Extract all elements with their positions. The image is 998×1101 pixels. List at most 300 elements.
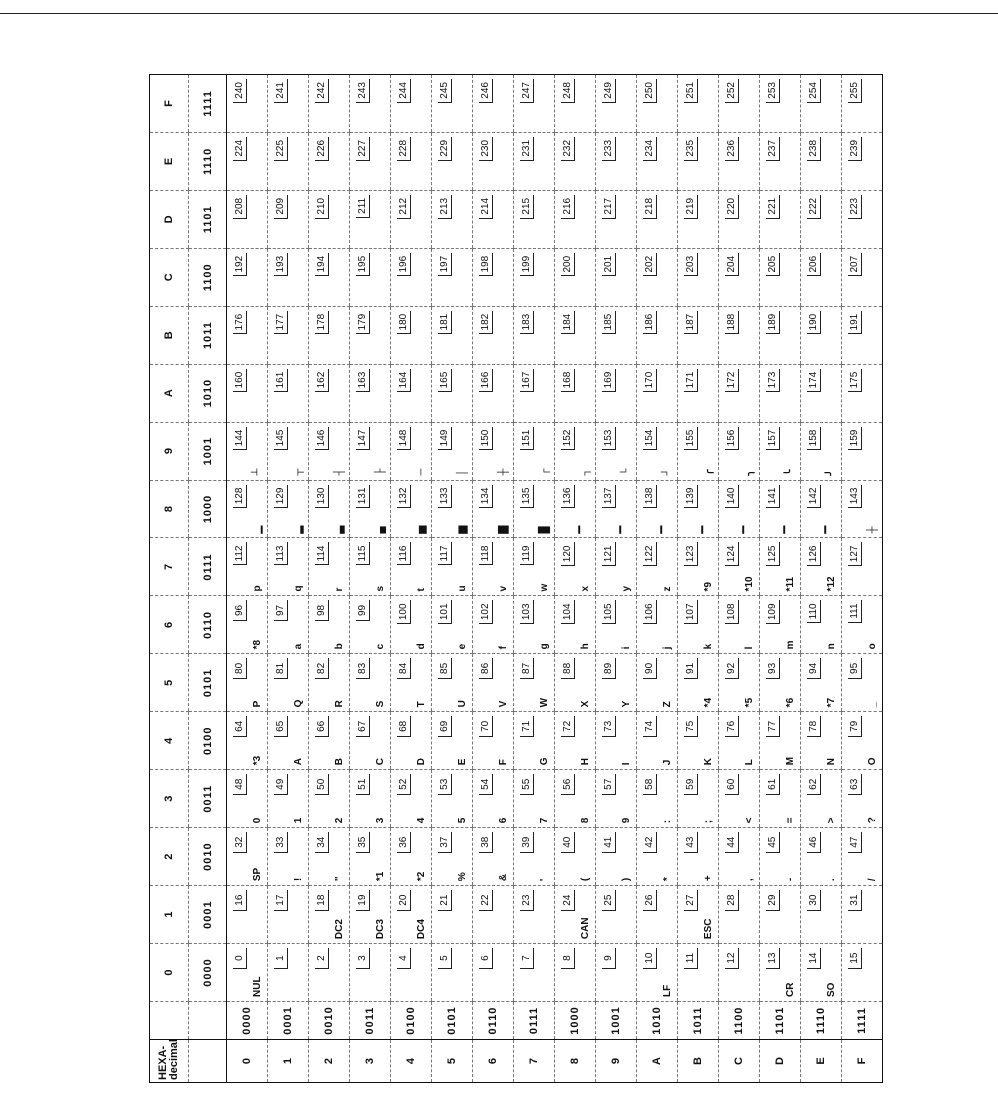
code-cell (227, 306, 268, 364)
decimal-code: 249 (602, 79, 616, 103)
char-symbol: q (293, 585, 304, 592)
code-cell (227, 248, 268, 306)
code-cell (473, 944, 514, 1002)
decimal-code: 224 (233, 137, 247, 161)
col-hex-header: 7 (150, 538, 189, 596)
decimal-code: 100 (397, 600, 411, 624)
char-symbol: e (457, 643, 468, 650)
decimal-code: 110 (807, 600, 821, 623)
decimal-code: 91 (684, 658, 698, 679)
col-hex-header: D (150, 190, 189, 248)
char-symbol: s (375, 585, 386, 592)
char-symbol: ╭ (703, 469, 714, 476)
decimal-code: 101 (438, 600, 452, 624)
decimal-code: 70 (479, 716, 493, 737)
decimal-code: 199 (520, 253, 534, 277)
code-cell (678, 712, 719, 770)
decimal-code: 169 (602, 369, 616, 393)
decimal-code: 30 (807, 890, 821, 911)
code-cell (268, 654, 309, 712)
decimal-code: 190 (807, 311, 821, 335)
char-symbol: = (785, 817, 796, 824)
decimal-code: 232 (561, 137, 575, 161)
code-cell (432, 75, 473, 133)
decimal-code: 222 (807, 195, 821, 219)
decimal-code: 104 (561, 600, 575, 624)
code-cell (555, 480, 596, 538)
decimal-code: 8 (561, 948, 575, 969)
decimal-code: 189 (766, 311, 780, 335)
char-symbol: *10 (744, 576, 755, 592)
char-symbol: * (662, 877, 673, 882)
row-bin-label: 0001 (268, 1002, 309, 1040)
decimal-code: 197 (438, 253, 452, 277)
row-hex-label: 7 (514, 1040, 555, 1083)
decimal-code: 214 (479, 195, 493, 219)
row-bin-label: 0100 (391, 1002, 432, 1040)
code-cell (719, 480, 760, 538)
table-row (309, 75, 350, 1083)
code-cell (227, 75, 268, 133)
code-cell (391, 828, 432, 886)
char-symbol: / (867, 878, 878, 882)
code-cell (350, 364, 391, 422)
code-cell (391, 480, 432, 538)
decimal-code: 217 (602, 195, 616, 219)
code-cell (719, 886, 760, 944)
char-symbol: k (703, 643, 714, 650)
decimal-code: 48 (233, 774, 247, 795)
decimal-code: 185 (602, 311, 616, 335)
code-cell (719, 132, 760, 190)
decimal-code: 47 (848, 832, 862, 853)
decimal-code: 84 (397, 658, 411, 679)
decimal-code: 126 (807, 543, 821, 567)
decimal-code: 215 (520, 195, 534, 219)
decimal-code: 95 (848, 658, 862, 679)
code-cell (760, 364, 801, 422)
code-cell (637, 306, 678, 364)
char-symbol: X (580, 700, 591, 708)
code-cell (309, 75, 350, 133)
decimal-code: 12 (725, 948, 739, 969)
code-cell (432, 712, 473, 770)
code-cell (473, 712, 514, 770)
char-symbol: , (744, 878, 755, 882)
decimal-code: 163 (356, 369, 370, 393)
table-row (555, 75, 596, 1083)
code-cell (842, 770, 883, 828)
code-cell (309, 828, 350, 886)
code-cell (350, 132, 391, 190)
decimal-code: 160 (233, 369, 247, 393)
code-cell (350, 654, 391, 712)
char-symbol: *7 (826, 697, 837, 708)
code-cell (719, 306, 760, 364)
code-cell (432, 190, 473, 248)
decimal-code: 220 (725, 195, 739, 219)
decimal-code: 240 (233, 79, 247, 103)
char-symbol: *1 (375, 871, 386, 882)
decimal-code: 39 (520, 832, 534, 853)
table-row (350, 75, 391, 1083)
decimal-code: 140 (725, 485, 739, 509)
decimal-code: 153 (602, 427, 616, 451)
code-cell (268, 712, 309, 770)
row-hex-label: A (637, 1040, 678, 1083)
char-symbol: T (416, 701, 427, 708)
code-cell (473, 75, 514, 133)
code-cell (555, 422, 596, 480)
code-cell (227, 770, 268, 828)
char-symbol: ┤ (334, 468, 345, 476)
row-bin-label: 0111 (514, 1002, 555, 1040)
decimal-code: 1 (274, 948, 288, 969)
decimal-code: 216 (561, 195, 575, 219)
code-cell (555, 654, 596, 712)
code-cell (473, 886, 514, 944)
code-cell (555, 944, 596, 1002)
code-cell (719, 944, 760, 1002)
char-symbol: v (498, 585, 509, 592)
char-symbol: 0 (252, 817, 263, 824)
code-cell (268, 944, 309, 1002)
decimal-code: 37 (438, 832, 452, 853)
code-cell (227, 364, 268, 422)
code-cell (760, 190, 801, 248)
table-row (678, 75, 719, 1083)
char-symbol: h (580, 643, 591, 650)
decimal-code: 174 (807, 369, 821, 393)
char-symbol: 6 (498, 817, 509, 824)
code-cell (350, 75, 391, 133)
char-symbol: & (498, 873, 509, 882)
char-symbol: b (334, 643, 345, 650)
col-bin-header: 0011 (189, 770, 227, 828)
decimal-code: 82 (315, 658, 329, 679)
char-symbol: NUL (252, 976, 263, 997)
decimal-code: 85 (438, 658, 452, 679)
decimal-code: 50 (315, 774, 329, 795)
decimal-code: 204 (725, 253, 739, 277)
code-cell (227, 828, 268, 886)
char-symbol: ▔ (621, 525, 632, 534)
decimal-code: 34 (315, 832, 329, 853)
decimal-code: 250 (643, 79, 657, 103)
table-row (801, 75, 842, 1083)
code-cell (801, 886, 842, 944)
char-symbol: ? (867, 817, 878, 824)
decimal-code: 114 (315, 543, 329, 566)
col-bin-header: 0100 (189, 712, 227, 770)
char-symbol: ▆ (457, 525, 468, 534)
decimal-code: 59 (684, 774, 698, 795)
decimal-code: 123 (684, 543, 698, 567)
code-cell (309, 596, 350, 654)
code-cell (842, 364, 883, 422)
char-symbol: ┐ (580, 468, 591, 476)
code-cell (678, 190, 719, 248)
decimal-code: 3 (356, 948, 370, 969)
decimal-code: 74 (643, 716, 657, 737)
code-cell (391, 190, 432, 248)
decimal-code: 150 (479, 427, 493, 451)
char-symbol: ┼ (867, 526, 878, 534)
code-cell (514, 190, 555, 248)
corner-blank (150, 1002, 189, 1040)
code-cell (514, 538, 555, 596)
char-symbol: DC2 (334, 919, 345, 940)
row-hex-label: D (760, 1040, 801, 1083)
code-cell (514, 422, 555, 480)
decimal-code: 195 (356, 253, 370, 277)
char-symbol: 9 (621, 817, 632, 824)
decimal-code: 205 (766, 253, 780, 277)
code-cell (473, 190, 514, 248)
char-symbol: + (703, 875, 714, 882)
char-symbol: R (334, 700, 345, 708)
col-bin-header: 1011 (189, 306, 227, 364)
decimal-code: 228 (397, 137, 411, 161)
decimal-code: 212 (397, 195, 411, 219)
char-symbol: ▅ (416, 525, 427, 534)
code-cell (391, 944, 432, 1002)
decimal-code: 152 (561, 427, 575, 451)
code-cell (309, 248, 350, 306)
code-cell (473, 364, 514, 422)
char-symbol: ─ (416, 468, 427, 476)
code-cell (760, 132, 801, 190)
char-symbol: *12 (826, 576, 837, 592)
decimal-code: 151 (520, 427, 534, 451)
decimal-code: 237 (766, 137, 780, 161)
decimal-code: 209 (274, 195, 288, 219)
decimal-code: 244 (397, 79, 411, 103)
code-cell (391, 364, 432, 422)
decimal-code: 73 (602, 716, 616, 737)
table-row (432, 75, 473, 1083)
code-cell (801, 944, 842, 1002)
code-cell (801, 190, 842, 248)
char-symbol: ┬ (293, 468, 304, 476)
decimal-code: 112 (233, 543, 247, 566)
decimal-code: 14 (807, 948, 821, 969)
code-cell (637, 770, 678, 828)
code-cell (842, 654, 883, 712)
decimal-code: 146 (315, 427, 329, 451)
code-cell (555, 75, 596, 133)
code-cell (637, 886, 678, 944)
code-cell (473, 770, 514, 828)
code-cell (637, 596, 678, 654)
decimal-code: 6 (479, 948, 493, 969)
decimal-code: 43 (684, 832, 698, 853)
code-cell (309, 306, 350, 364)
code-cell (391, 712, 432, 770)
decimal-code: 156 (725, 427, 739, 451)
char-symbol: *5 (744, 697, 755, 708)
code-cell (514, 306, 555, 364)
row-hex-label: 3 (350, 1040, 391, 1083)
decimal-code: 58 (643, 774, 657, 795)
table-row (842, 75, 883, 1083)
decimal-code: 15 (848, 948, 862, 969)
code-cell (678, 75, 719, 133)
col-bin-header: 1111 (189, 75, 227, 133)
decimal-code: 236 (725, 137, 739, 161)
char-symbol: L (744, 759, 755, 766)
code-cell (555, 770, 596, 828)
code-cell (309, 712, 350, 770)
code-cell (801, 75, 842, 133)
decimal-code: 139 (684, 485, 698, 509)
decimal-code: 208 (233, 195, 247, 219)
char-symbol: ' (539, 878, 550, 882)
table-row (596, 75, 637, 1083)
code-cell (227, 654, 268, 712)
code-cell (350, 190, 391, 248)
decimal-code: 188 (725, 311, 739, 335)
code-cell (842, 828, 883, 886)
char-symbol: DC4 (416, 919, 427, 940)
char-symbol: U (457, 700, 468, 708)
code-cell (555, 364, 596, 422)
decimal-code: 76 (725, 716, 739, 737)
char-symbol: ▃ (334, 525, 345, 534)
decimal-code: 20 (397, 890, 411, 911)
decimal-code: 227 (356, 137, 370, 161)
decimal-code: 254 (807, 79, 821, 103)
code-cell (227, 944, 268, 1002)
char-symbol: J (662, 759, 673, 766)
code-cell (268, 190, 309, 248)
col-hex-header: A (150, 364, 189, 422)
code-cell (842, 422, 883, 480)
decimal-code: 182 (479, 311, 493, 335)
decimal-code: 198 (479, 253, 493, 277)
decimal-code: 108 (725, 600, 739, 624)
code-cell (227, 712, 268, 770)
col-bin-header: 1001 (189, 422, 227, 480)
decimal-code: 5 (438, 948, 452, 969)
char-symbol: ▄ (375, 526, 386, 534)
code-cell (760, 712, 801, 770)
code-cell (637, 654, 678, 712)
decimal-code: 66 (315, 716, 329, 737)
row-bin-label: 0010 (309, 1002, 350, 1040)
code-cell (760, 770, 801, 828)
code-cell (514, 770, 555, 828)
row-bin-label: 1110 (801, 1002, 842, 1040)
code-cell (596, 770, 637, 828)
code-cell (350, 596, 391, 654)
stub-blank (189, 1040, 227, 1083)
decimal-code: 7 (520, 948, 534, 969)
code-cell (268, 75, 309, 133)
decimal-code: 61 (766, 774, 780, 795)
code-cell (801, 712, 842, 770)
code-cell (350, 712, 391, 770)
code-cell (596, 886, 637, 944)
code-cell (760, 306, 801, 364)
table-row (391, 75, 432, 1083)
decimal-code: 17 (274, 890, 288, 911)
code-cell (596, 480, 637, 538)
code-cell (678, 306, 719, 364)
decimal-code: 42 (643, 832, 657, 853)
char-symbol: ╯ (826, 469, 837, 476)
code-cell (555, 190, 596, 248)
code-cell (227, 596, 268, 654)
decimal-code: 88 (561, 658, 575, 679)
decimal-code: 243 (356, 79, 370, 103)
code-cell (637, 132, 678, 190)
code-cell (514, 596, 555, 654)
char-symbol: Z (662, 701, 673, 708)
code-cell (514, 712, 555, 770)
character-code-table-wrapper (149, 74, 878, 1083)
row-bin-label: 1010 (637, 1002, 678, 1040)
decimal-code: 106 (643, 600, 657, 624)
code-cell (596, 306, 637, 364)
decimal-code: 183 (520, 311, 534, 335)
code-cell (842, 712, 883, 770)
code-cell (555, 132, 596, 190)
code-cell (514, 886, 555, 944)
col-bin-header: 0101 (189, 654, 227, 712)
decimal-code: 196 (397, 253, 411, 277)
code-cell (801, 480, 842, 538)
header-bin-row (189, 75, 227, 1083)
decimal-code: 9 (602, 948, 616, 969)
char-symbol: ! (293, 877, 304, 882)
decimal-code: 138 (643, 485, 657, 509)
char-symbol: < (744, 817, 755, 824)
decimal-code: 89 (602, 658, 616, 679)
char-symbol: F (498, 759, 509, 766)
code-cell (309, 190, 350, 248)
char-symbol: G (539, 757, 550, 766)
col-bin-header: 1000 (189, 480, 227, 538)
code-cell (391, 654, 432, 712)
char-symbol: E (457, 758, 468, 766)
char-symbol: ▁ (252, 525, 263, 534)
table-row (268, 75, 309, 1083)
decimal-code: 159 (848, 427, 862, 451)
char-symbol: C (375, 758, 386, 766)
char-symbol: l (744, 646, 755, 650)
decimal-code: 128 (233, 485, 247, 509)
decimal-code: 120 (561, 543, 575, 567)
char-symbol: W (539, 697, 550, 708)
decimal-code: 147 (356, 427, 370, 451)
decimal-code: 13 (766, 948, 780, 969)
char-symbol: ( (580, 877, 591, 882)
decimal-code: 202 (643, 253, 657, 277)
char-symbol: ╮ (744, 469, 755, 476)
code-cell (842, 248, 883, 306)
decimal-code: 247 (520, 79, 534, 103)
code-cell (801, 654, 842, 712)
code-cell (309, 480, 350, 538)
code-cell (637, 538, 678, 596)
decimal-code: 203 (684, 253, 698, 277)
decimal-code: 229 (438, 137, 452, 161)
rotated-table-container (149, 74, 878, 1083)
code-cell (842, 596, 883, 654)
code-cell (678, 654, 719, 712)
char-symbol: i (621, 646, 632, 650)
